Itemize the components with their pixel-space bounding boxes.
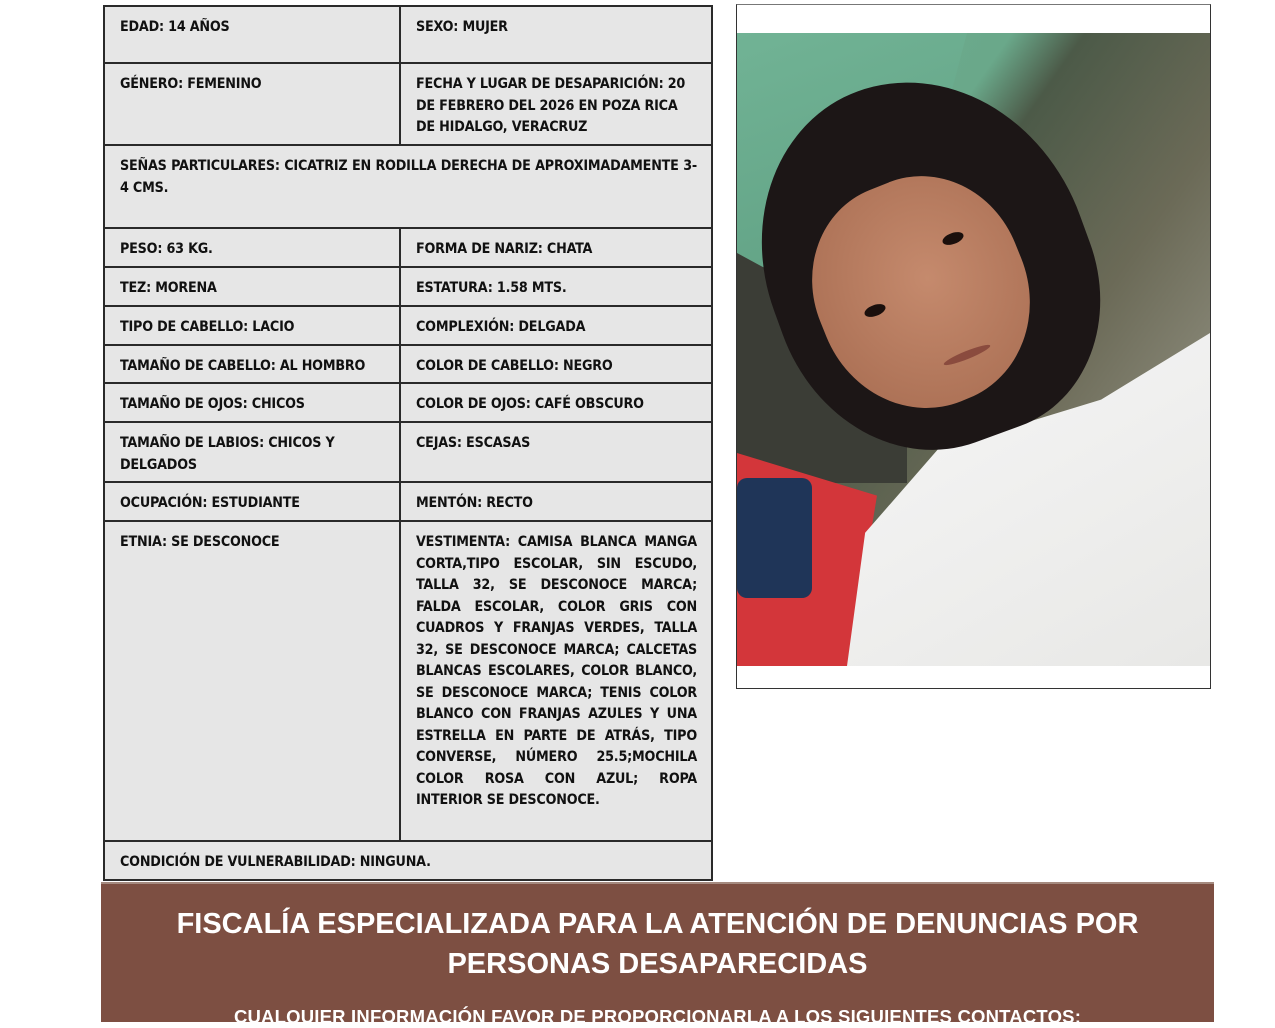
chin-cell: MENTÓN: RECTO xyxy=(400,482,712,521)
banner-title: FISCALÍA ESPECIALIZADA PARA LA ATENCIÓN DE DENUNCIAS POR PERSONAS DESAPARECIDAS xyxy=(176,908,1139,980)
table-row xyxy=(104,63,712,145)
prosecutor-office-banner xyxy=(101,882,1214,1027)
table-row xyxy=(104,841,712,880)
clothing-cell: VESTIMENTA: CAMISA BLANCA MANGA CORTA,TIPO ESCOLAR, SIN ESCUDO, TALLA 32, SE DESCONOCE MARCA; FALDA ESCOLAR, COLOR GRIS CON CUADROS Y FRANJAS VERDES, TALLA 32, SE DESCONOCE MARCA; CALCETAS BLANCAS ESCOLARES, COLOR BLANCO, SE DESCONOCE MARCA; TENIS COLOR BLANCO CON FRANJAS AZULES Y UNA ESTRELLA EN PARTE DE ATRÁS, TIPO CONVERSE, NÚMERO 25.5;MOCHILA COLOR ROSA CON AZUL; ROPA INTERIOR SE DESCONOCE. xyxy=(400,521,712,841)
table-row xyxy=(104,345,712,383)
lip-size-cell: TAMAÑO DE LABIOS: CHICOS Y DELGADOS xyxy=(104,422,400,482)
disappearance-date-place-cell: FECHA Y LUGAR DE DESAPARICIÓN: 20 DE FEBRERO DEL 2026 EN POZA RICA DE HIDALGO, VERACRUZ xyxy=(400,63,712,145)
weight-cell: PESO: 63 KG. xyxy=(104,228,400,267)
sex-cell: SEXO: MUJER xyxy=(400,6,712,63)
complexion-tone-cell: TEZ: MORENA xyxy=(104,267,400,306)
table-row xyxy=(104,383,712,422)
hair-length-cell: TAMAÑO DE CABELLO: AL HOMBRO xyxy=(104,345,400,383)
table-row xyxy=(104,145,712,228)
table-row xyxy=(104,267,712,306)
hair-type-cell: TIPO DE CABELLO: LACIO xyxy=(104,306,400,345)
table-row xyxy=(104,228,712,267)
table-row xyxy=(104,306,712,345)
vulnerability-cell: CONDICIÓN DE VULNERABILIDAD: NINGUNA. xyxy=(104,841,712,880)
ethnicity-cell: ETNIA: SE DESCONOCE xyxy=(104,521,400,841)
height-cell: ESTATURA: 1.58 MTS. xyxy=(400,267,712,306)
eye-color-cell: COLOR DE OJOS: CAFÉ OBSCURO xyxy=(400,383,712,422)
photo-frame xyxy=(736,4,1211,689)
missing-person-photo xyxy=(737,33,1210,666)
gender-cell: GÉNERO: FEMENINO xyxy=(104,63,400,145)
contact-prompt: CUALQUIER INFORMACIÓN FAVOR DE PROPORCIONARLA A LOS SIGUIENTES CONTACTOS: xyxy=(233,1006,1082,1027)
table-row xyxy=(104,422,712,482)
distinguishing-marks-cell: SEÑAS PARTICULARES: CICATRIZ EN RODILLA DERECHA DE APROXIMADAMENTE 3-4 CMS. xyxy=(104,145,712,228)
build-cell: COMPLEXIÓN: DELGADA xyxy=(400,306,712,345)
table-row xyxy=(104,521,712,841)
occupation-cell: OCUPACIÓN: ESTUDIANTE xyxy=(104,482,400,521)
table-row xyxy=(104,6,712,63)
eyebrows-cell: CEJAS: ESCASAS xyxy=(400,422,712,482)
nose-shape-cell: FORMA DE NARIZ: CHATA xyxy=(400,228,712,267)
person-details-table xyxy=(103,5,713,881)
age-cell: EDAD: 14 AÑOS xyxy=(104,6,400,63)
eye-size-cell: TAMAÑO DE OJOS: CHICOS xyxy=(104,383,400,422)
table-row xyxy=(104,482,712,521)
hair-color-cell: COLOR DE CABELLO: NEGRO xyxy=(400,345,712,383)
